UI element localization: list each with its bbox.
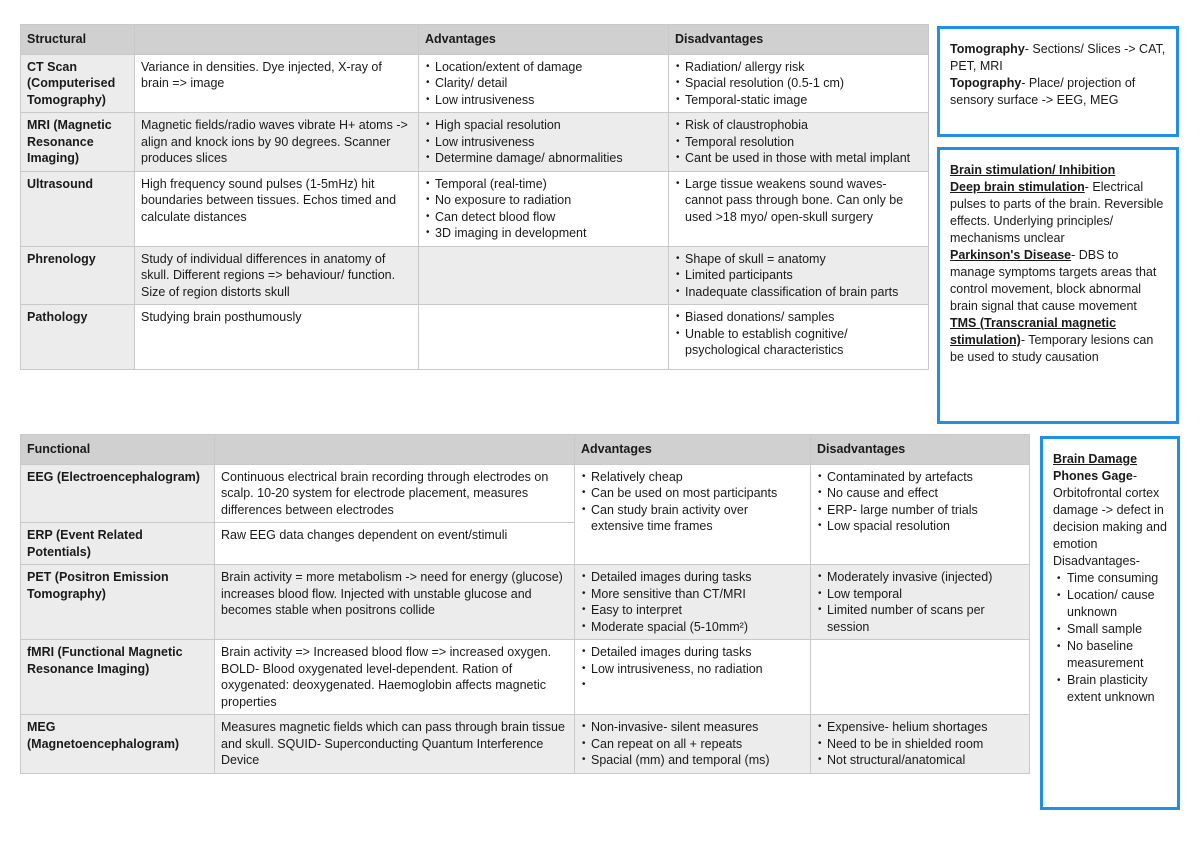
- list-item: • Can study brain activity over extensive time frames: [581, 502, 804, 535]
- list-item: • Determine damage/ abnormalities: [425, 150, 662, 167]
- list-item: • Location/extent of damage: [425, 59, 662, 76]
- tms-term: TMS (Transcranial magnetic stimulation): [950, 316, 1117, 347]
- table-row-fmri: [21, 640, 1030, 715]
- disadvantages-cell: [669, 113, 929, 172]
- tomography-term: Tomography: [950, 42, 1025, 56]
- list-item: • Can be used on most participants: [581, 485, 804, 502]
- list-item: • ERP- large number of trials: [817, 502, 1023, 519]
- parkinsons-term: Parkinson's Disease: [950, 248, 1072, 262]
- functional-header-desc: [215, 435, 575, 465]
- list-item: • Relatively cheap: [581, 469, 804, 486]
- advantages-cell: [419, 305, 669, 370]
- list-item: • Temporal (real-time): [425, 176, 662, 193]
- disadvantages-cell: [669, 171, 929, 246]
- disadvantages-cell: [669, 305, 929, 370]
- table-row-mri: [21, 113, 929, 172]
- brain-stimulation-note-box: [937, 147, 1179, 424]
- disadvantages-cell: [669, 246, 929, 305]
- list-item: • Low spacial resolution: [817, 518, 1023, 535]
- list-item: • Moderate spacial (5-10mm²): [581, 619, 804, 636]
- advantages-cell: [419, 171, 669, 246]
- list-item: • Not structural/anatomical: [817, 752, 1023, 769]
- disadvantages-cell: [811, 464, 1030, 565]
- table-row-eeg: [21, 464, 1030, 523]
- list-item: • Clarity/ detail: [425, 75, 662, 92]
- functional-header-advantages: Advantages: [575, 435, 811, 465]
- list-item: • 3D imaging in development: [425, 225, 662, 242]
- list-item: • Moderately invasive (injected): [817, 569, 1023, 586]
- advantages-cell: [419, 54, 669, 113]
- list-item: • No exposure to radiation: [425, 192, 662, 209]
- list-item: • Temporal-static image: [675, 92, 922, 109]
- list-item: • High spacial resolution: [425, 117, 662, 134]
- dbs-text: - Electrical pulses to parts of the brain. Reversible effects. Underlying principles/ mechanisms unclear: [950, 180, 1164, 245]
- table-row-meg: [21, 715, 1030, 774]
- structural-header: Structural: [21, 25, 135, 55]
- phineas-gage-note: [1053, 468, 1167, 570]
- table-row-pathology: [21, 305, 929, 370]
- list-item: • Unable to establish cognitive/ psychological characteristics: [675, 326, 922, 359]
- parkinsons-note: [950, 247, 1166, 315]
- structural-header-row: [21, 25, 929, 55]
- list-item: • Detailed images during tasks: [581, 644, 804, 661]
- disadvantages-cell: [811, 565, 1030, 640]
- list-item: • No cause and effect: [817, 485, 1023, 502]
- list-item: • Risk of claustrophobia: [675, 117, 922, 134]
- tms-note: [950, 315, 1166, 366]
- technique-description: Brain activity => Increased blood flow => increased oxygen. BOLD- Blood oxygenated level-dependent. Ration of oxygenated: deoxygenated. Haemoglobin affects magnetic properties: [215, 640, 575, 715]
- advantages-cell: [575, 565, 811, 640]
- list-item: • No baseline measurement: [1053, 638, 1167, 672]
- technique-name: MEG (Magnetoencephalogram): [21, 715, 215, 774]
- list-item: • Location/ cause unknown: [1053, 587, 1167, 621]
- list-item: • Spacial resolution (0.5-1 cm): [675, 75, 922, 92]
- list-item: • More sensitive than CT/MRI: [581, 586, 804, 603]
- list-item: • Expensive- helium shortages: [817, 719, 1023, 736]
- technique-name: Ultrasound: [21, 171, 135, 246]
- functional-header-row: [21, 435, 1030, 465]
- disadvantages-cell: [811, 715, 1030, 774]
- advantages-cell: [575, 640, 811, 715]
- dbs-note: [950, 179, 1166, 247]
- list-item: • Low intrusiveness, no radiation: [581, 661, 804, 678]
- advantages-cell: [575, 715, 811, 774]
- technique-name: Phrenology: [21, 246, 135, 305]
- functional-header-disadvantages: Disadvantages: [811, 435, 1030, 465]
- list-item: • Limited number of scans per session: [817, 602, 1023, 635]
- advantages-cell: [419, 113, 669, 172]
- list-item: • Large tissue weakens sound waves- cannot pass through bone. Can only be used >18 myo/ open-skull surgery: [675, 176, 922, 226]
- advantages-cell: [575, 464, 811, 565]
- technique-name: ERP (Event Related Potentials): [21, 523, 215, 565]
- technique-description: Brain activity = more metabolism -> need for energy (glucose) increases blood flow. Injected with unstable glucose and becomes stable when positrons collide: [215, 565, 575, 640]
- list-item: • Low intrusiveness: [425, 92, 662, 109]
- tomography-definition: - Sections/ Slices -> CAT, PET, MRI: [950, 42, 1166, 73]
- table-row-ct: [21, 54, 929, 113]
- table-row-phrenology: [21, 246, 929, 305]
- list-item: • Need to be in shielded room: [817, 736, 1023, 753]
- list-item: • Shape of skull = anatomy: [675, 251, 922, 268]
- tomography-note-box: [937, 26, 1179, 137]
- technique-description: Magnetic fields/radio waves vibrate H+ atoms -> align and knock ions by 90 degrees. Scanner produces slices: [135, 113, 419, 172]
- topography-term: Topography: [950, 76, 1022, 90]
- technique-name: Pathology: [21, 305, 135, 370]
- functional-table: [20, 434, 1030, 774]
- list-item: • Temporal resolution: [675, 134, 922, 151]
- list-item: • Low temporal: [817, 586, 1023, 603]
- technique-description: Raw EEG data changes dependent on event/stimuli: [215, 523, 575, 565]
- disadvantages-list: [1053, 570, 1167, 706]
- structural-header-disadvantages: Disadvantages: [669, 25, 929, 55]
- technique-description: Study of individual differences in anatomy of skull. Different regions => behaviour/ function. Size of region distorts skull: [135, 246, 419, 305]
- box-title: Brain stimulation/ Inhibition: [950, 163, 1116, 177]
- list-item: • Small sample: [1053, 621, 1167, 638]
- list-item: • Low intrusiveness: [425, 134, 662, 151]
- list-item: • Can repeat on all + repeats: [581, 736, 804, 753]
- technique-description: High frequency sound pulses (1-5mHz) hit boundaries between tissues. Echos timed and calculate distances: [135, 171, 419, 246]
- list-item: • Spacial (mm) and temporal (ms): [581, 752, 804, 769]
- list-item: • Easy to interpret: [581, 602, 804, 619]
- technique-name: fMRI (Functional Magnetic Resonance Imaging): [21, 640, 215, 715]
- dbs-term: Deep brain stimulation: [950, 180, 1085, 194]
- table-row-ultrasound: [21, 171, 929, 246]
- technique-description: Measures magnetic fields which can pass through brain tissue and skull. SQUID- Superconducting Quantum Interference Device: [215, 715, 575, 774]
- list-item: • Contaminated by artefacts: [817, 469, 1023, 486]
- list-item: • Biased donations/ samples: [675, 309, 922, 326]
- tms-text: - Temporary lesions can be used to study causation: [950, 333, 1154, 364]
- list-item: • Detailed images during tasks: [581, 569, 804, 586]
- list-item: • Limited participants: [675, 267, 922, 284]
- technique-name: EEG (Electroencephalogram): [21, 464, 215, 523]
- topography-definition: - Place/ projection of sensory surface -> EEG, MEG: [950, 76, 1136, 107]
- list-item: • Cant be used in those with metal implant: [675, 150, 922, 167]
- parkinsons-text: - DBS to manage symptoms targets areas that control movement, block abnormal brain signal that cause movement: [950, 248, 1157, 313]
- advantages-cell: [419, 246, 669, 305]
- list-item: • Can detect blood flow: [425, 209, 662, 226]
- functional-header: Functional: [21, 435, 215, 465]
- list-item: • Non-invasive- silent measures: [581, 719, 804, 736]
- box-title: Brain Damage: [1053, 452, 1138, 466]
- technique-description: Studying brain posthumously: [135, 305, 419, 370]
- technique-description: Variance in densities. Dye injected, X-ray of brain => image: [135, 54, 419, 113]
- table-row-pet: [21, 565, 1030, 640]
- structural-header-desc: [135, 25, 419, 55]
- list-item: • Time consuming: [1053, 570, 1167, 587]
- technique-description: Continuous electrical brain recording through electrodes on scalp. 10-20 system for electrode placement, measures differences between electrodes: [215, 464, 575, 523]
- list-item: • Brain plasticity extent unknown: [1053, 672, 1167, 706]
- structural-header-advantages: Advantages: [419, 25, 669, 55]
- brain-damage-note-box: [1040, 436, 1180, 810]
- structural-table: [20, 24, 929, 370]
- disadvantages-cell: [811, 640, 1030, 715]
- technique-name: MRI (Magnetic Resonance Imaging): [21, 113, 135, 172]
- list-item: • Radiation/ allergy risk: [675, 59, 922, 76]
- phineas-gage-text: - Orbitofrontal cortex damage -> defect in decision making and emotion Disadvantages-: [1053, 469, 1167, 568]
- technique-name: PET (Positron Emission Tomography): [21, 565, 215, 640]
- phineas-gage-term: Phones Gage: [1053, 469, 1133, 483]
- disadvantages-cell: [669, 54, 929, 113]
- technique-name: CT Scan (Computerised Tomography): [21, 54, 135, 113]
- list-item: • Inadequate classification of brain parts: [675, 284, 922, 301]
